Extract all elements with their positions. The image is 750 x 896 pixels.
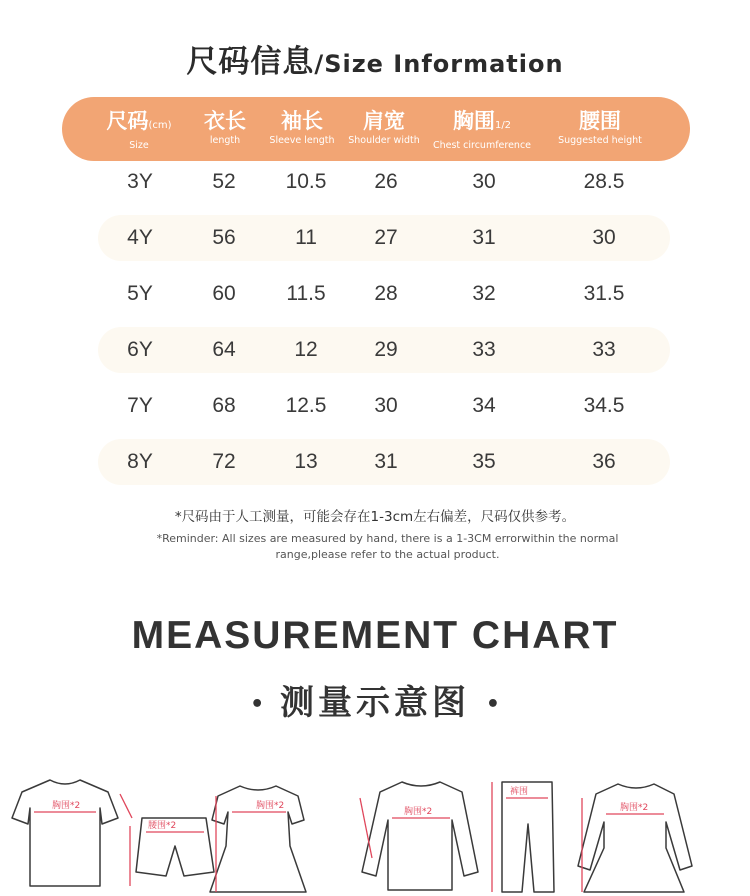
cell-size: 4Y xyxy=(127,226,153,249)
cell-size: 3Y xyxy=(127,170,153,193)
cell-length: 68 xyxy=(212,394,236,417)
cell-size: 5Y xyxy=(127,282,153,305)
label-waist: 腰围*2 xyxy=(148,821,177,831)
cell-length: 52 xyxy=(212,170,236,193)
cell-chest: 34 xyxy=(472,394,496,417)
cell-chest: 35 xyxy=(472,450,496,473)
label-pants-waist: 裤围 xyxy=(510,787,529,797)
header-size: 尺码(cm) Size xyxy=(106,109,172,151)
label-chest-top: 胸围*2 xyxy=(404,807,433,817)
cell-length: 60 xyxy=(212,282,236,305)
cell-sleeve: 10.5 xyxy=(285,170,327,193)
cell-waist: 36 xyxy=(592,450,616,473)
cell-waist: 30 xyxy=(592,226,616,249)
cell-length: 64 xyxy=(212,338,236,361)
cell-chest: 33 xyxy=(472,338,496,361)
header-chest: 胸围1/2 Chest circumference xyxy=(432,109,532,151)
cell-size: 7Y xyxy=(127,394,153,417)
table-row xyxy=(98,327,670,373)
cell-shoulder: 27 xyxy=(374,226,398,249)
header-sleeve: 袖长 Sleeve length xyxy=(269,109,335,146)
cell-sleeve: 12.5 xyxy=(285,394,327,417)
label-chest-long-dress: 胸围*2 xyxy=(620,803,649,813)
header-length: 衣长 length xyxy=(204,109,246,146)
title-cn: 尺码信息 xyxy=(186,44,315,80)
title-en: /Size Information xyxy=(314,50,564,78)
chart-title: MEASUREMENT CHART xyxy=(131,614,619,657)
header-shoulder: 肩宽 Shoulder width xyxy=(348,109,420,146)
tshirt-outline xyxy=(12,780,118,886)
cell-size: 6Y xyxy=(127,338,153,361)
cell-size: 8Y xyxy=(127,450,153,473)
cell-shoulder: 29 xyxy=(374,338,398,361)
long-sleeve-outline xyxy=(362,782,478,890)
table-header xyxy=(62,97,690,161)
cell-sleeve: 13 xyxy=(294,450,318,473)
measurement-illustrations xyxy=(0,768,750,896)
cell-sleeve: 12 xyxy=(294,338,318,361)
note-cn: *尺码由于人工测量，可能会存在1-3cm左右偏差，尺码仅供参考。 xyxy=(174,509,576,525)
cell-chest: 31 xyxy=(472,226,496,249)
cell-waist: 33 xyxy=(592,338,616,361)
cell-waist: 28.5 xyxy=(583,170,625,193)
note-en: *Reminder: All sizes are measured by hand, there is a 1-3CM errorwithin the normal range,please refer to the actual product. xyxy=(156,532,619,561)
cell-chest: 30 xyxy=(472,170,496,193)
cell-sleeve: 11.5 xyxy=(286,282,326,305)
table-row xyxy=(98,159,670,205)
table-row xyxy=(98,383,670,429)
chart-subtitle: • 测量示意图 • xyxy=(250,683,500,723)
table-row xyxy=(98,215,670,261)
header-waist: 腰围 Suggested height xyxy=(558,109,642,146)
table-row xyxy=(98,439,670,485)
cell-shoulder: 31 xyxy=(374,450,398,473)
cell-length: 72 xyxy=(212,450,236,473)
cell-chest: 32 xyxy=(472,282,496,305)
label-chest: 胸围*2 xyxy=(52,801,81,811)
long-dress-outline xyxy=(578,784,692,892)
cell-shoulder: 28 xyxy=(374,282,398,305)
cell-length: 56 xyxy=(212,226,236,249)
label-chest-dress: 胸围*2 xyxy=(256,801,285,811)
table-row xyxy=(98,271,670,317)
cell-waist: 34.5 xyxy=(583,394,625,417)
cell-waist: 31.5 xyxy=(583,282,625,305)
cell-shoulder: 30 xyxy=(374,394,398,417)
cell-sleeve: 11 xyxy=(295,226,317,249)
cell-shoulder: 26 xyxy=(374,170,398,193)
section-title xyxy=(0,36,750,81)
